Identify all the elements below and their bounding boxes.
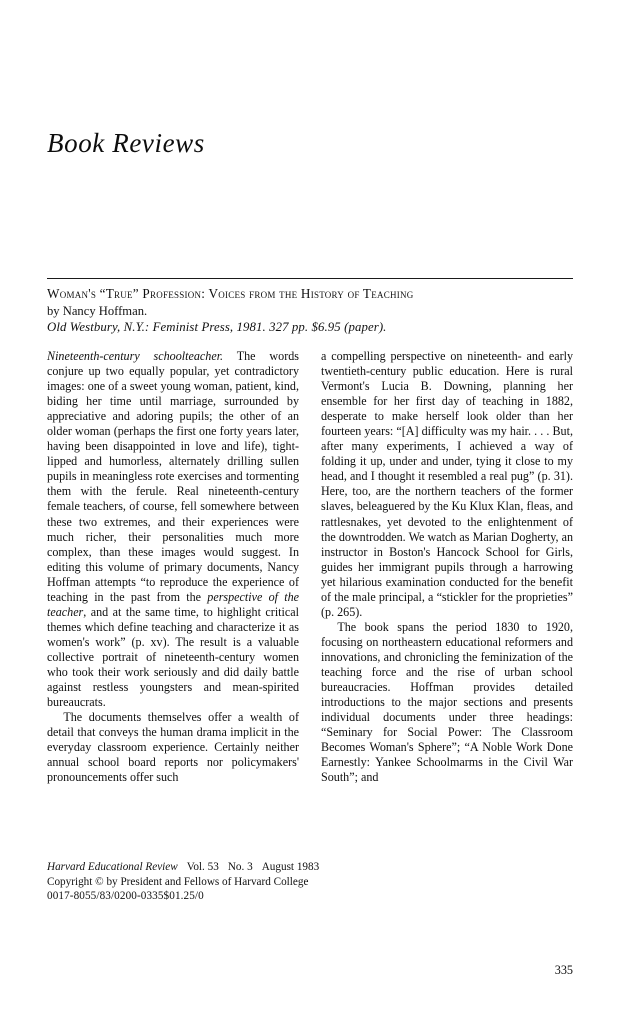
journal-name: Harvard Educational Review [47, 861, 178, 873]
lead-in-italic-phrase: Nineteenth-century schoolteacher. [47, 349, 224, 363]
paragraph-opening [47, 349, 299, 710]
page-title: Book Reviews [47, 128, 205, 158]
reviewed-book-author: by Nancy Hoffman. [47, 303, 148, 318]
journal-volume: Vol. 53 [186, 861, 219, 873]
right-column [321, 349, 573, 849]
reviewed-book-title: Woman's “True” Profession: Voices from the History of Teaching [47, 286, 414, 301]
journal-date: August 1983 [261, 861, 320, 873]
paragraph-continued: a compelling perspective on nineteenth- and early twentieth-century public education. Here is rural Vermont's Lucia B. Downing, planning her ensemble for her first day of teaching in 1882, desperate to make herself look older than her fourteen years: “[A] difficulty was my hair. . . . But, after many experiments, I achieved a way of folding it up, under and under, tying it close to my head, and I thought it resembled a real pug” (p. 31). Here, too, are the northern teachers of the former slaves, beleaguered by the Ku Klux Klan, fleas, and rattlesnakes, yet devoted to the enlightenment of the downtrodden. We watch as Marian Dogherty, an instructor in Boston's Hancock School for Girls, guides her immigrant pupils through a harrowing yet hilarious examination conducted for the benefit of the male principal, a “stickler for the proprieties” (p. 265). [321, 349, 573, 619]
body-columns [47, 349, 573, 849]
paragraph-opening-text-a: The words conjure up two equally popular, yet contradictory images: one of a sweet young woman, patient, kind, biding her time until marriage, surrounded by appreciative and adoring pupils; the other of an older woman (perhaps the first one forty years later, having been disappointed in love and life), tight-lipped and humorless, alternately drilling sullen pupils in meaningless rote exercises and tormenting them with the ferule. Real nineteenth-century female teachers, of course, fell somewhere between these two extremes, and their experiences were much richer, their personalities much more complex, than these images would suggest. In editing this volume of primary documents, Nancy Hoffman attempts “to reproduce the experience of teaching in the past from the [47, 349, 299, 604]
page-number: 335 [554, 963, 573, 977]
journal-number: No. 3 [227, 861, 253, 873]
copyright-line: Copyright © by President and Fellows of Harvard College [47, 875, 309, 888]
paragraph-opening-text-b: , and at the same time, to highlight critical themes which define teaching and characterize it as women's work” (p. xv). The result is a valuable collective portrait of nineteenth-century women who took their work seriously and did daily battle against restless youngsters and mean-spirited bureaucrats. [47, 604, 299, 710]
header-divider-rule [47, 278, 573, 279]
book-header [47, 286, 573, 336]
issn-code-line: 0017-8055/83/0200-0335$01.25/0 [47, 890, 204, 903]
colophon [47, 860, 573, 904]
colophon-citation-line [47, 860, 573, 875]
left-column [47, 349, 299, 849]
paragraph-documents: The documents themselves offer a wealth of detail that conveys the human drama implicit in the everyday classroom experience. Certainly neither annual school board reports nor policymakers' pronouncements offer such [47, 710, 299, 785]
paragraph-book-span: The book spans the period 1830 to 1920, focusing on northeastern educational reformers and innovations, and chronicling the feminization of the teaching force and the rise of urban school bureaucracies. Hoffman provides detailed introductions to the major sections and presents individual documents under three headings: “Seminary for Social Power: The Classroom Becomes Woman's Sphere”; “A Noble Work Done Earnestly: Yankee Schoolmarms in the Civil War South”; and [321, 619, 573, 785]
quoted-italic-phrase: perspective of the teacher [47, 589, 299, 619]
reviewed-book-imprint: Old Westbury, N.Y.: Feminist Press, 1981. 327 pp. $6.95 (paper). [47, 320, 387, 335]
